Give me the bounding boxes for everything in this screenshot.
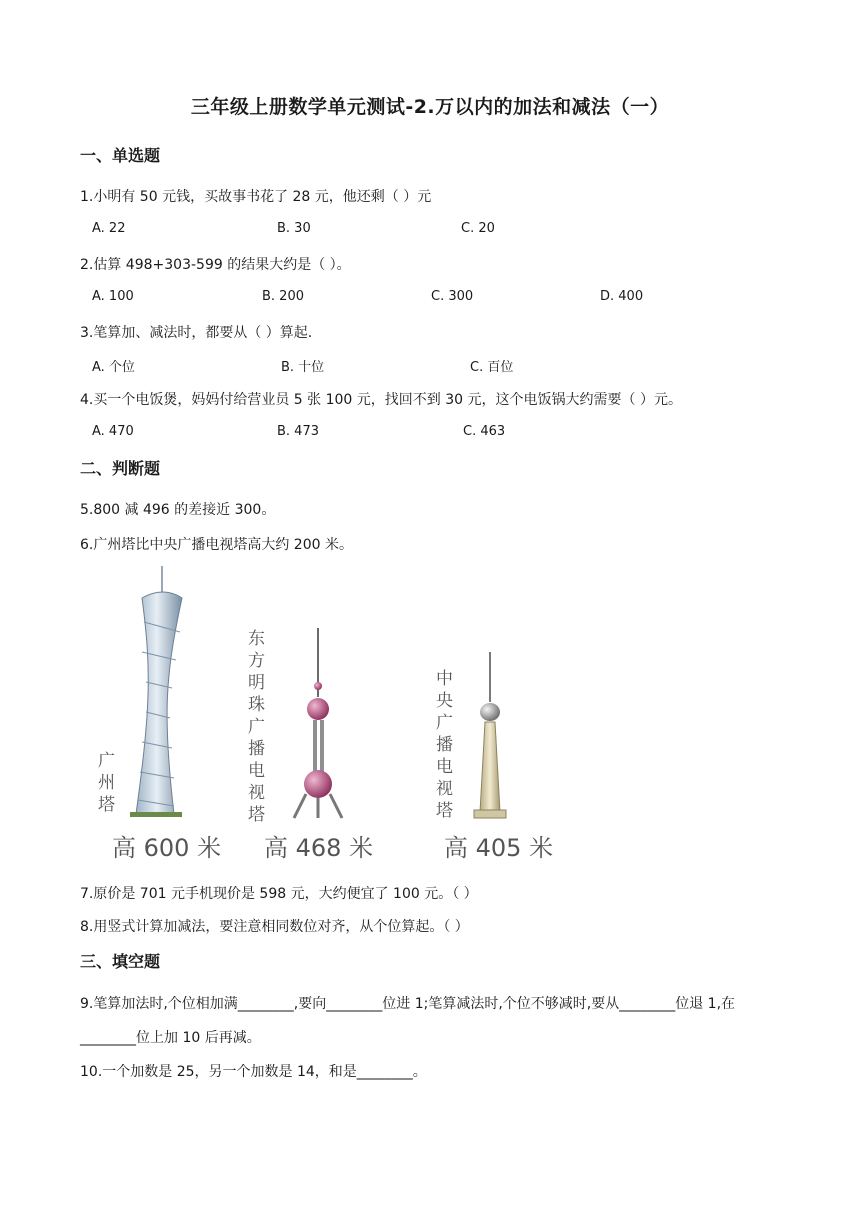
svg-text:州: 州 xyxy=(98,773,115,793)
cctv-tower-label xyxy=(436,669,453,821)
oriental-pearl-tower-image xyxy=(294,628,342,818)
svg-text:视: 视 xyxy=(436,779,453,799)
svg-text:电: 电 xyxy=(436,757,453,777)
cctv-tower-image xyxy=(474,652,506,818)
svg-text:电: 电 xyxy=(248,761,265,781)
canton-tower-label xyxy=(98,751,115,815)
question-6: 6.广州塔比中央广播电视塔高大约 200 米。 xyxy=(80,537,353,553)
cctv-tower-height-caption: 高 405 米 xyxy=(444,834,554,862)
question-1-option-b[interactable]: B. 30 xyxy=(277,221,311,236)
question-2: 2.估算 498+303-599 的结果大约是（ ）。 xyxy=(80,257,351,273)
question-7: 7.原价是 701 元手机现价是 598 元，大约便宜了 100 元。（ ） xyxy=(80,886,478,902)
svg-text:塔: 塔 xyxy=(248,805,265,825)
question-1-option-a[interactable]: A. 22 xyxy=(92,221,126,236)
section-heading-fill-in: 三、填空题 xyxy=(80,952,161,971)
svg-text:塔: 塔 xyxy=(436,801,453,821)
question-4-option-c[interactable]: C. 463 xyxy=(463,424,506,439)
question-5: 5.800 减 496 的差接近 300。 xyxy=(80,502,276,518)
page-title: 三年级上册数学单元测试-2.万以内的加法和减法（一） xyxy=(190,96,670,118)
question-8: 8.用竖式计算加减法，要注意相同数位对齐，从个位算起。（ ） xyxy=(80,919,469,935)
svg-text:广: 广 xyxy=(436,713,453,733)
svg-text:视: 视 xyxy=(248,783,265,803)
svg-text:塔: 塔 xyxy=(98,795,115,815)
svg-text:广: 广 xyxy=(98,751,115,771)
canton-tower-image xyxy=(130,566,182,817)
canton-tower-height-caption: 高 600 米 xyxy=(112,834,222,862)
question-1: 1.小明有 50 元钱，买故事书花了 28 元，他还剩（ ）元 xyxy=(80,189,432,205)
question-4-option-a[interactable]: A. 470 xyxy=(92,424,134,439)
svg-text:方: 方 xyxy=(248,651,265,671)
question-3: 3.笔算加、减法时，都要从（ ）算起. xyxy=(80,325,313,341)
question-2-option-d[interactable]: D. 400 xyxy=(600,289,644,304)
towers-figure xyxy=(80,562,560,862)
svg-text:明: 明 xyxy=(248,673,265,693)
question-4-option-b[interactable]: B. 473 xyxy=(277,424,319,439)
question-3-option-a[interactable]: A. 个位 xyxy=(92,360,135,375)
oriental-pearl-tower-height-caption: 高 468 米 xyxy=(264,834,374,862)
svg-text:播: 播 xyxy=(436,735,453,755)
question-2-option-a[interactable]: A. 100 xyxy=(92,289,134,304)
question-2-option-c[interactable]: C. 300 xyxy=(431,289,474,304)
question-2-option-b[interactable]: B. 200 xyxy=(262,289,304,304)
svg-text:东: 东 xyxy=(248,629,265,649)
question-9-line-2: ________位上加 10 后再减。 xyxy=(80,1030,261,1046)
section-heading-single-choice: 一、单选题 xyxy=(80,146,161,165)
svg-text:珠: 珠 xyxy=(248,695,265,715)
svg-text:中: 中 xyxy=(436,669,453,689)
question-3-option-b[interactable]: B. 十位 xyxy=(281,360,325,375)
section-heading-true-false: 二、判断题 xyxy=(80,459,161,478)
question-1-option-c[interactable]: C. 20 xyxy=(461,221,495,236)
question-10: 10.一个加数是 25，另一个加数是 14，和是________。 xyxy=(80,1064,427,1080)
question-3-option-c[interactable]: C. 百位 xyxy=(470,360,514,375)
svg-text:播: 播 xyxy=(248,739,265,759)
question-9-line-1: 9.笔算加法时,个位相加满________,要向________位进 1;笔算减法时,个位不够减时,要从________位退 1,在 xyxy=(80,996,736,1012)
oriental-pearl-tower-label xyxy=(248,629,265,825)
question-4: 4.买一个电饭煲，妈妈付给营业员 5 张 100 元，找回不到 30 元，这个电饭锅大约需要（ ）元。 xyxy=(80,392,682,408)
svg-text:广: 广 xyxy=(248,717,265,737)
svg-text:央: 央 xyxy=(436,691,453,711)
